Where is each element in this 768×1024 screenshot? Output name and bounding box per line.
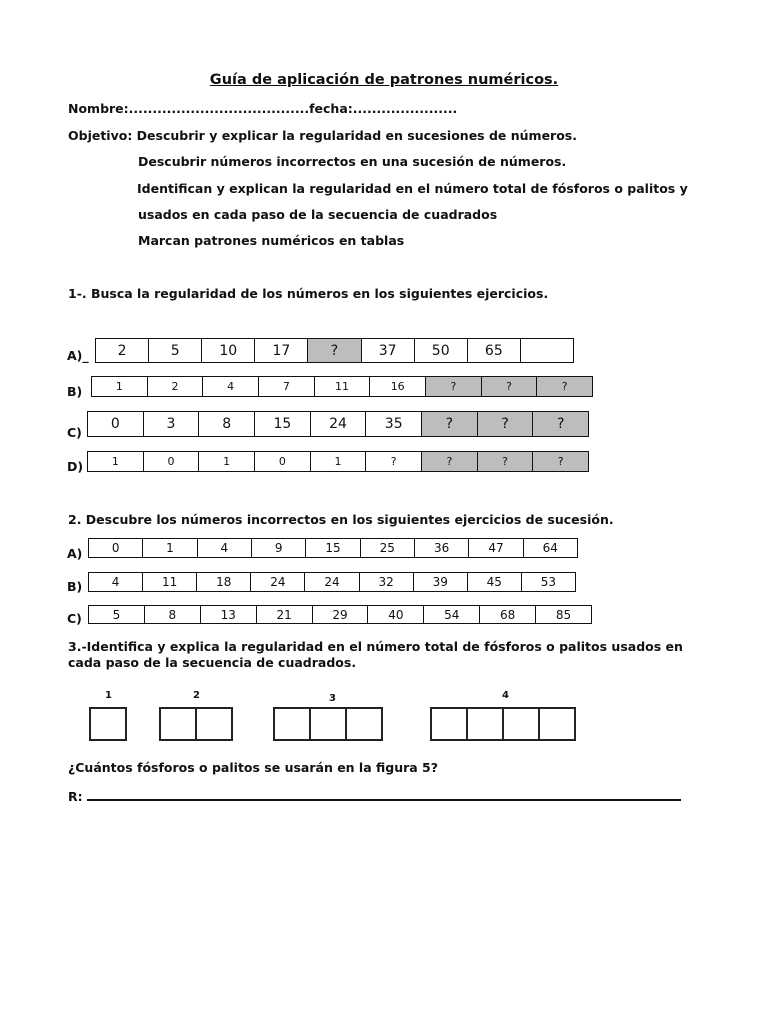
answer-blank[interactable] [87, 787, 681, 801]
section1-row-b-sequence [91, 376, 593, 397]
sequence-cell: 2 [148, 377, 204, 396]
matchstick-square [504, 707, 540, 741]
sequence-cell: 29 [313, 606, 369, 623]
section2-row-b-label: B) [67, 579, 83, 594]
sequence-cell: 4 [203, 377, 259, 396]
objective-item-4: Marcan patrones numéricos en tablas [138, 233, 405, 248]
sequence-cell: 1 [199, 452, 255, 471]
section2-row-c-sequence [88, 605, 592, 624]
section1-row-d-sequence [87, 451, 589, 472]
sequence-cell: 11 [143, 573, 197, 591]
sequence-cell: 1 [88, 452, 144, 471]
section2-row-b-sequence [88, 572, 576, 592]
objective-item-1: Descubrir números incorrectos en una sucesión de números. [138, 154, 567, 169]
sequence-cell: 25 [361, 539, 415, 557]
section1-row-d-label: D) [67, 459, 84, 474]
sequence-cell: 40 [368, 606, 424, 623]
section1-heading: 1-. Busca la regularidad de los números en los siguientes ejercicios. [68, 286, 549, 301]
matchstick-square [159, 707, 197, 741]
sequence-cell: 45 [468, 573, 522, 591]
matchstick-square [197, 707, 233, 741]
sequence-cell: 1 [311, 452, 367, 471]
sequence-cell: 5 [89, 606, 145, 623]
sequence-cell: 68 [480, 606, 536, 623]
sequence-cell: 1 [143, 539, 197, 557]
sequence-cell: ? [482, 377, 538, 396]
question-text: ¿Cuántos fósforos o palitos se usarán en la figura 5? [68, 760, 439, 775]
section1-row-c-label: C) [67, 425, 82, 440]
sequence-cell: 13 [201, 606, 257, 623]
sequence-cell: ? [422, 452, 478, 471]
sequence-cell: ? [426, 377, 482, 396]
sequence-cell: 35 [366, 412, 422, 436]
sequence-cell: 32 [360, 573, 414, 591]
section3-heading-line1: 3.-Identifica y explica la regularidad en el número total de fósforos o palitos usados en [68, 639, 683, 654]
figure-4-squares [430, 707, 576, 741]
answer-line[interactable] [68, 787, 681, 804]
sequence-cell: 15 [306, 539, 360, 557]
matchstick-square [540, 707, 576, 741]
sequence-cell: 36 [415, 539, 469, 557]
sequence-cell: ? [366, 452, 422, 471]
sequence-cell [521, 339, 573, 362]
sequence-cell: 18 [197, 573, 251, 591]
section1-row-c-sequence [87, 411, 589, 437]
sequence-cell: 2 [96, 339, 149, 362]
figure-2-squares [159, 707, 233, 741]
figure-2-label: 2 [193, 690, 200, 701]
sequence-cell: 4 [89, 573, 143, 591]
figure-3-label: 3 [329, 693, 336, 704]
sequence-cell: 37 [362, 339, 415, 362]
sequence-cell: 3 [144, 412, 200, 436]
sequence-cell: 17 [255, 339, 308, 362]
sequence-cell: 50 [415, 339, 468, 362]
figure-4-label: 4 [502, 690, 509, 701]
sequence-cell: 7 [259, 377, 315, 396]
answer-label: R: [68, 789, 83, 804]
figure-3-squares [273, 707, 383, 741]
sequence-cell: 5 [149, 339, 202, 362]
matchstick-square [347, 707, 383, 741]
sequence-cell: 0 [255, 452, 311, 471]
sequence-cell: ? [533, 452, 588, 471]
sequence-cell: 65 [468, 339, 521, 362]
sequence-cell: ? [422, 412, 478, 436]
section1-row-a-label: A)_ [67, 348, 89, 363]
sequence-cell: 8 [145, 606, 201, 623]
sequence-cell: 47 [469, 539, 523, 557]
matchstick-square [273, 707, 311, 741]
sequence-cell: 0 [89, 539, 143, 557]
section3-heading-line2: cada paso de la secuencia de cuadrados. [68, 655, 357, 670]
sequence-cell: 9 [252, 539, 306, 557]
matchstick-square [468, 707, 504, 741]
matchstick-square [430, 707, 468, 741]
sequence-cell: 21 [257, 606, 313, 623]
objective-intro: Objetivo: Descubrir y explicar la regularidad en sucesiones de números. [68, 128, 577, 143]
matchstick-square [311, 707, 347, 741]
page-title: Guía de aplicación de patrones numéricos. [209, 72, 559, 88]
section2-heading: 2. Descubre los números incorrectos en los siguientes ejercicios de sucesión. [68, 512, 614, 527]
sequence-cell: 54 [424, 606, 480, 623]
objective-item-2: Identifican y explican la regularidad en el número total de fósforos o palitos y [137, 181, 688, 196]
section2-row-a-sequence [88, 538, 578, 558]
sequence-cell: ? [308, 339, 361, 362]
sequence-cell: 16 [370, 377, 426, 396]
sequence-cell: 39 [414, 573, 468, 591]
section2-row-a-label: A) [67, 546, 83, 561]
sequence-cell: 15 [255, 412, 311, 436]
sequence-cell: 24 [305, 573, 359, 591]
figure-1-label: 1 [105, 690, 112, 701]
objective-item-3: usados en cada paso de la secuencia de cuadrados [138, 207, 498, 222]
sequence-cell: 8 [199, 412, 255, 436]
sequence-cell: 24 [311, 412, 367, 436]
sequence-cell: 64 [542, 541, 558, 555]
section2-row-c-label: C) [67, 611, 82, 626]
sequence-cell: ? [478, 452, 534, 471]
sequence-cell: 0 [144, 452, 200, 471]
sequence-cell: 85 [555, 607, 572, 622]
sequence-cell: ? [537, 377, 592, 396]
sequence-cell: 11 [315, 377, 371, 396]
figure-1-squares [89, 707, 127, 741]
matchstick-square [89, 707, 127, 741]
section1-row-b-label: B) [67, 384, 83, 399]
sequence-cell: 1 [92, 377, 148, 396]
sequence-cell: 24 [251, 573, 305, 591]
sequence-cell: 4 [198, 539, 252, 557]
section1-row-a-sequence [95, 338, 574, 363]
sequence-cell: ? [533, 412, 588, 436]
sequence-cell: ? [478, 412, 534, 436]
sequence-cell: 10 [202, 339, 255, 362]
sequence-cell: 53 [540, 575, 557, 589]
name-date-line: Nombre:......................................fecha:...................... [68, 101, 458, 116]
sequence-cell: 0 [88, 412, 144, 436]
